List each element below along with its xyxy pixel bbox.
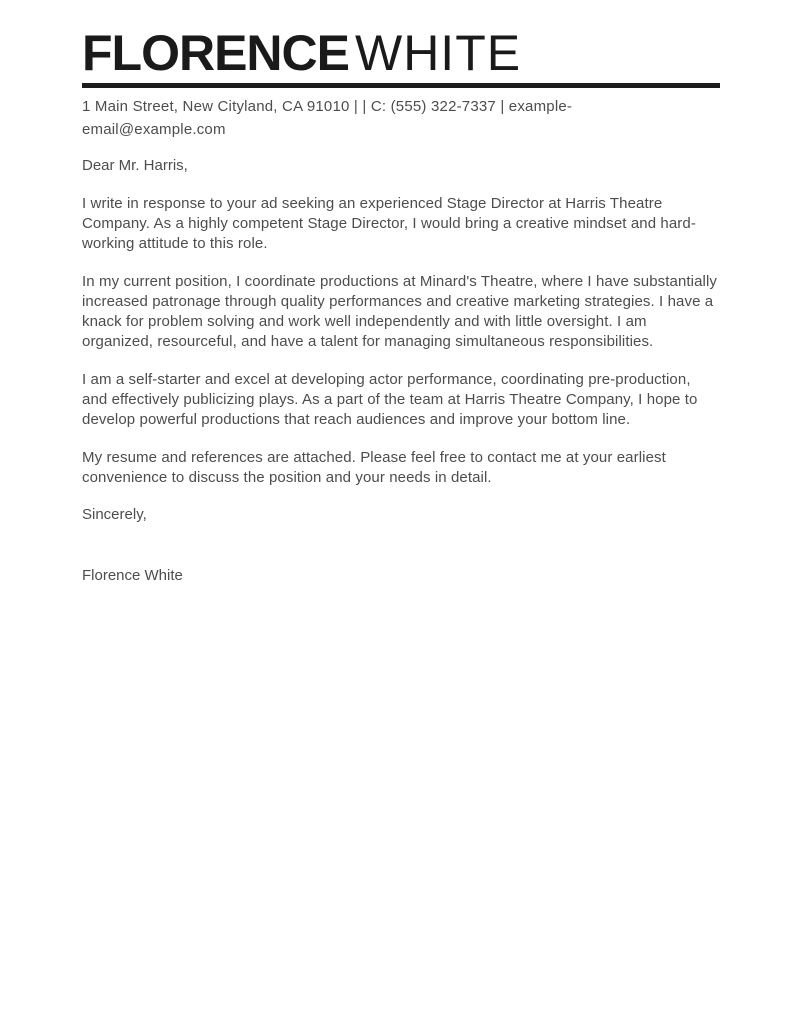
contact-line-1: 1 Main Street, New Cityland, CA 91010 | | C: (555) 322-7337 | example- bbox=[82, 98, 573, 115]
first-name: FLORENCE bbox=[82, 25, 349, 81]
header-rule bbox=[82, 83, 720, 88]
paragraph-1: I write in response to your ad seeking an experienced Stage Director at Harris Theatre Company. As a highly competent Stage Director, I would bring a creative mindset and hard-working attitude to this role. bbox=[82, 195, 696, 252]
contact-info bbox=[82, 95, 720, 141]
paragraph-4: My resume and references are attached. Please feel free to contact me at your earliest convenience to discuss the position and your needs in detail. bbox=[82, 449, 666, 486]
last-name: WHITE bbox=[355, 25, 522, 81]
letter-body bbox=[82, 156, 720, 586]
closing: Sincerely, bbox=[82, 506, 147, 523]
signature-name: Florence White bbox=[82, 567, 183, 584]
letter-header bbox=[82, 26, 720, 141]
page-title bbox=[82, 26, 720, 80]
letter-content bbox=[82, 26, 720, 586]
contact-line-2: email@example.com bbox=[82, 121, 226, 138]
paragraph-2: In my current position, I coordinate productions at Minard's Theatre, where I have substantially increased patronage through quality performances and creative marketing strategies. I have a knack for problem solving and work well independently and with little oversight. I am organized, resourceful, and have a talent for managing simultaneous responsibilities. bbox=[82, 273, 718, 350]
salutation: Dear Mr. Harris, bbox=[82, 157, 188, 174]
paragraph-3: I am a self-starter and excel at developing actor performance, coordinating pre-production, and effectively publicizing plays. As a part of the team at Harris Theatre Company, I hope to develop powerful productions that reach audiences and improve your bottom line. bbox=[82, 371, 698, 428]
